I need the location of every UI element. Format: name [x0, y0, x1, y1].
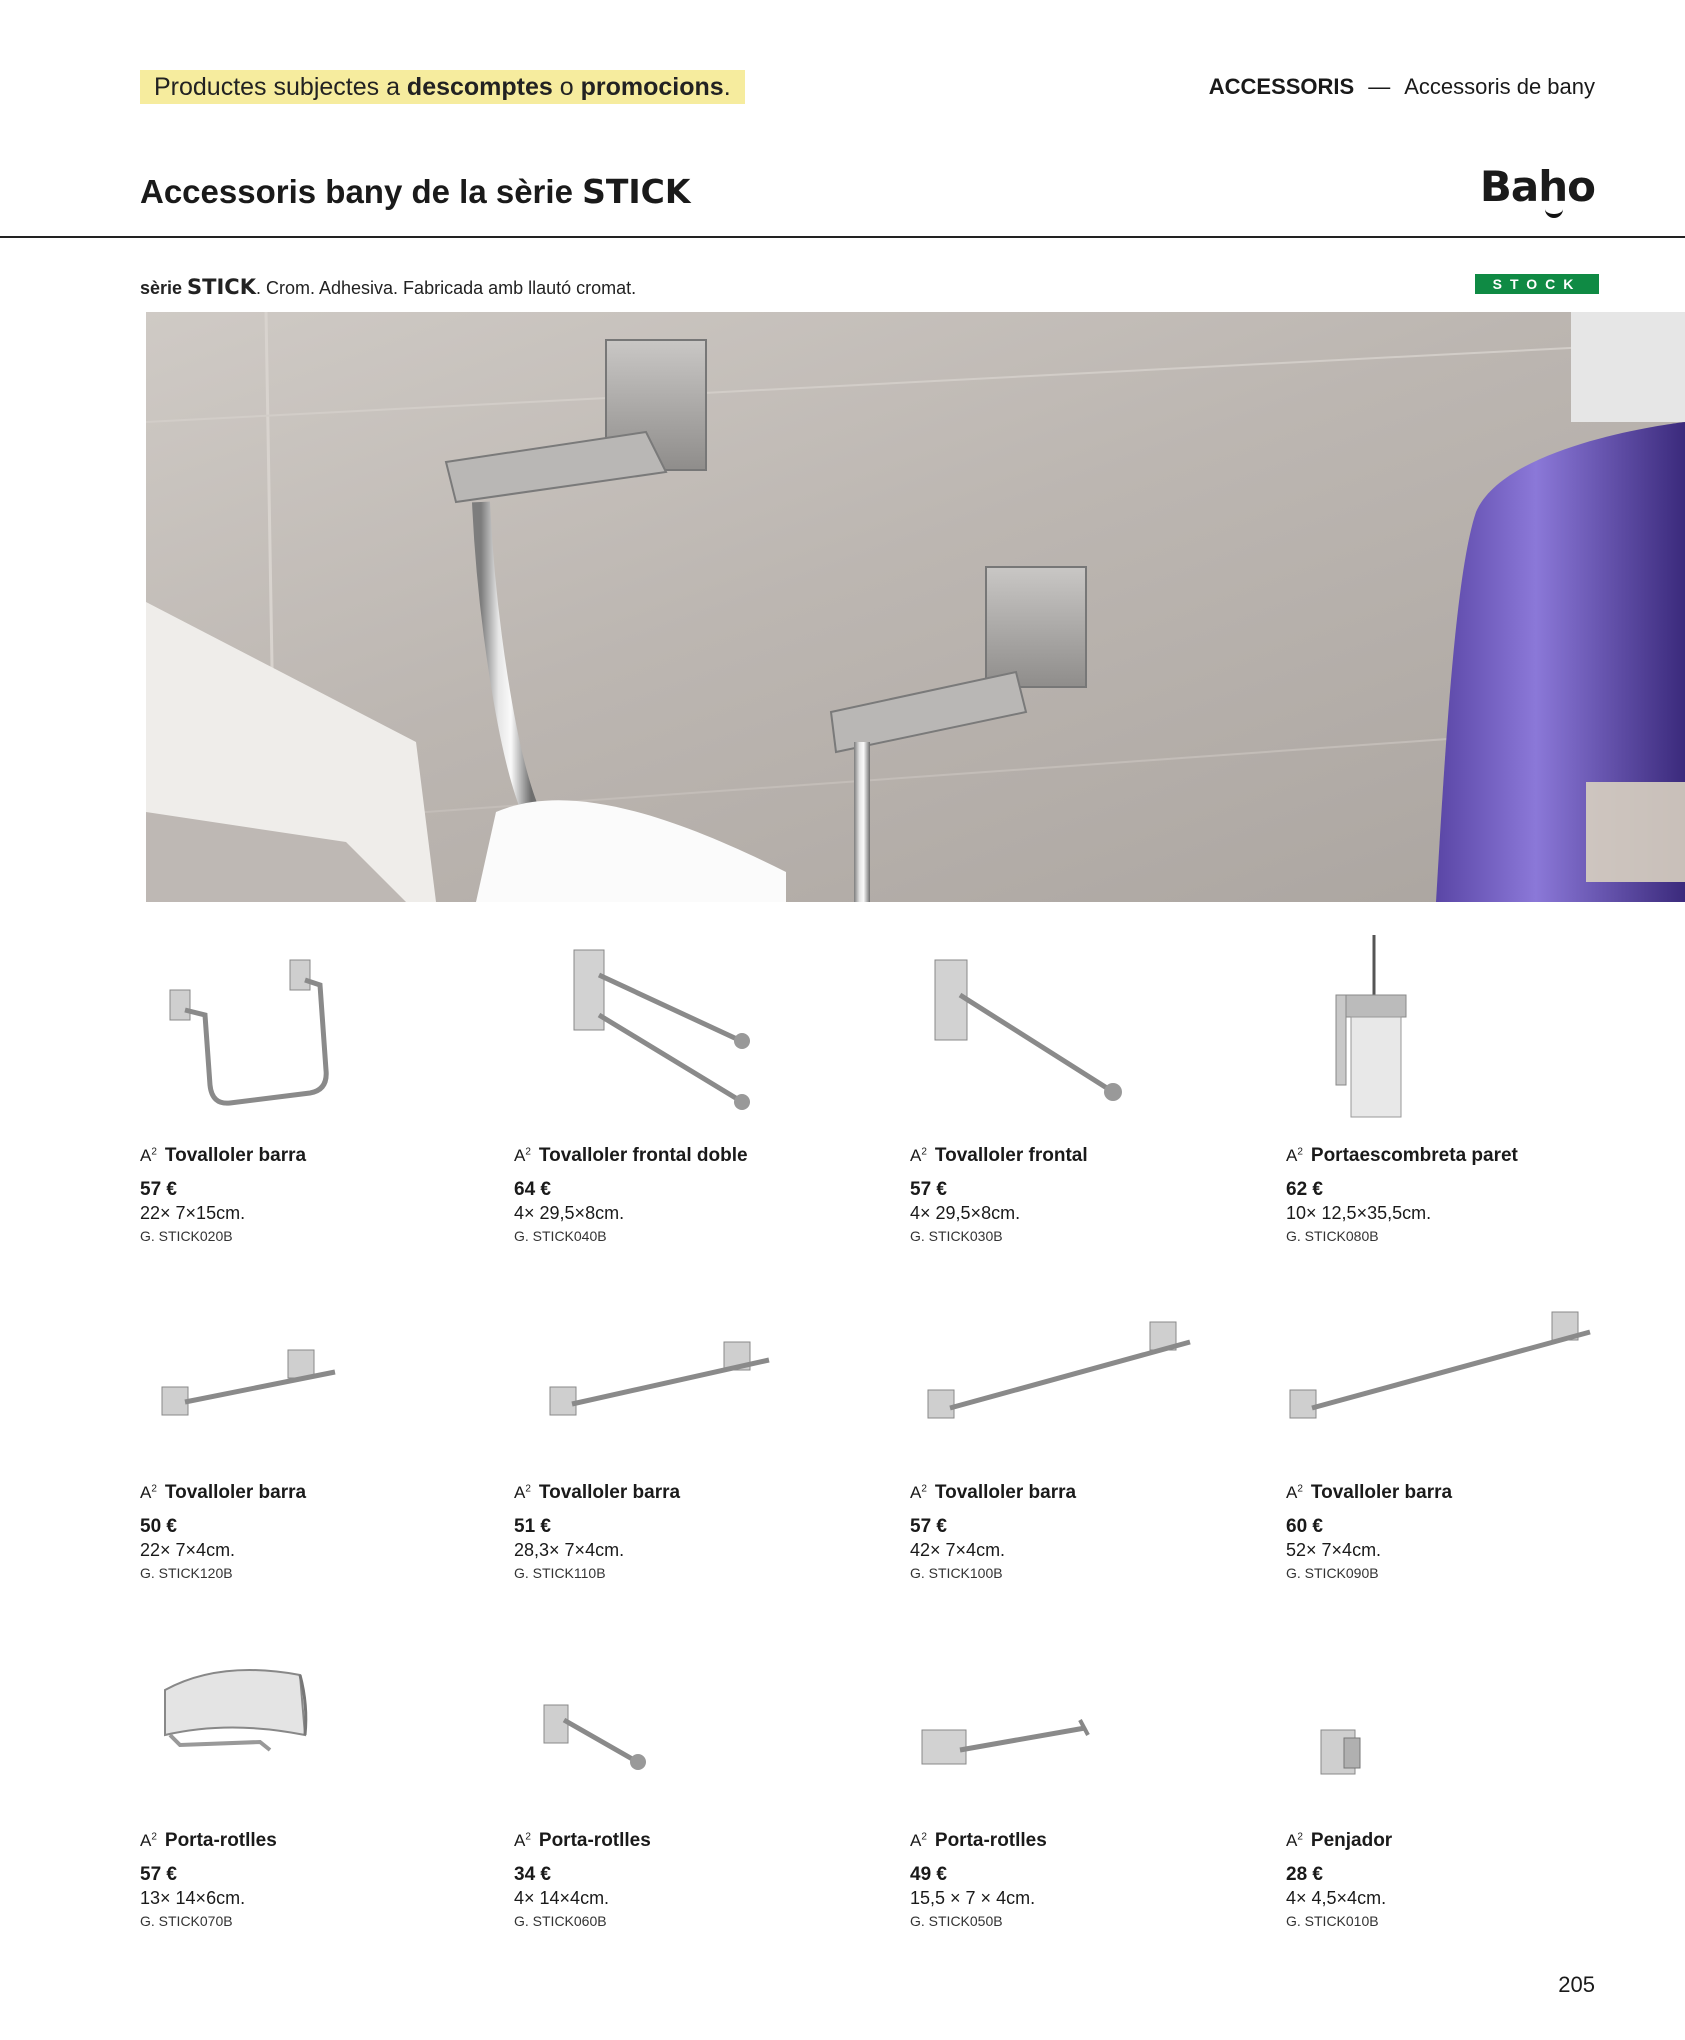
- paper-holder-arm-icon: [514, 1620, 874, 1830]
- breadcrumb-separator: —: [1368, 74, 1391, 99]
- stock-badge: STOCK: [1475, 274, 1599, 294]
- product-code: G. STICK040B: [514, 1228, 607, 1244]
- product-code: G. STICK110B: [514, 1565, 606, 1581]
- towel-ring-icon: [140, 935, 500, 1145]
- series-name: STICK: [187, 275, 256, 299]
- product-price: 49 €: [910, 1864, 947, 1885]
- breadcrumb-subsection: Accessoris de bany: [1404, 74, 1595, 99]
- product-dimensions: 4× 4,5×4cm.: [1286, 1888, 1387, 1908]
- product-name: Porta-rotlles: [164, 1830, 277, 1851]
- breadcrumb: [1209, 72, 1595, 102]
- product-code: G. STICK120B: [140, 1565, 233, 1581]
- product-code: G. STICK050B: [910, 1913, 1003, 1929]
- page-title-series: STICK: [582, 172, 691, 211]
- brand-logo-smile: [1545, 206, 1563, 218]
- product-price: 28 €: [1286, 1864, 1323, 1885]
- product-card[interactable]: [514, 1272, 874, 1581]
- product-card[interactable]: [140, 1620, 500, 1929]
- product-price: 64 €: [514, 1179, 551, 1200]
- towel-bar-icon: [910, 1272, 1270, 1482]
- product-code: G. STICK010B: [1286, 1913, 1379, 1929]
- towel-arm-icon: [910, 935, 1270, 1145]
- covered-paper-holder-icon: [140, 1620, 500, 1830]
- product-dimensions: 10× 12,5×35,5cm.: [1286, 1203, 1432, 1223]
- product-code: G. STICK060B: [514, 1913, 607, 1929]
- promo-text: Productes subjectes a: [154, 73, 407, 101]
- product-price: 34 €: [514, 1864, 551, 1885]
- product-code: G. STICK100B: [910, 1565, 1003, 1581]
- page-number: 205: [1558, 1972, 1595, 1997]
- product-code: G. STICK020B: [140, 1228, 233, 1244]
- product-card[interactable]: [1286, 1272, 1646, 1581]
- product-name: Penjador: [1310, 1830, 1393, 1851]
- product-price: 57 €: [140, 1179, 177, 1200]
- product-name: Tovalloler barra: [1310, 1482, 1453, 1503]
- product-price: 57 €: [910, 1516, 947, 1537]
- hero-illustration: [146, 312, 1685, 902]
- rating-label: $A^2$: [910, 1146, 927, 1165]
- rating-label: $A^2$: [514, 1146, 531, 1165]
- rating-label: $A^2$: [1286, 1831, 1303, 1850]
- towel-bar-icon: [514, 1272, 874, 1482]
- product-name: Porta-rotlles: [934, 1830, 1047, 1851]
- product-card[interactable]: [910, 1620, 1270, 1929]
- product-name: Tovalloler frontal doble: [538, 1145, 748, 1166]
- series-description: [140, 275, 636, 299]
- rating-label: $A^2$: [514, 1831, 531, 1850]
- series-text: . Crom. Adhesiva. Fabricada amb llautó cromat.: [256, 278, 637, 298]
- product-card[interactable]: [140, 1272, 500, 1581]
- page-title: [140, 172, 690, 211]
- product-dimensions: 15,5 × 7 × 4cm.: [910, 1888, 1036, 1908]
- product-code: G. STICK090B: [1286, 1565, 1379, 1581]
- header-divider: [0, 236, 1685, 238]
- product-name: Tovalloler barra: [538, 1482, 681, 1503]
- product-name: Tovalloler barra: [934, 1482, 1077, 1503]
- rating-label: $A^2$: [1286, 1483, 1303, 1502]
- product-code: G. STICK080B: [1286, 1228, 1379, 1244]
- rating-label: $A^2$: [140, 1146, 157, 1165]
- brand-logo: Baho: [1479, 162, 1595, 211]
- product-code: G. STICK070B: [140, 1913, 233, 1929]
- product-dimensions: 42× 7×4cm.: [910, 1540, 1006, 1560]
- breadcrumb-section: ACCESSORIS: [1208, 74, 1355, 99]
- rating-label: $A^2$: [910, 1831, 927, 1850]
- product-name: Porta-rotlles: [538, 1830, 651, 1851]
- promo-text: o: [552, 73, 581, 101]
- product-dimensions: 28,3× 7×4cm.: [514, 1540, 625, 1560]
- page-title-text: Accessoris bany de la sèrie: [140, 173, 583, 210]
- promo-promotions: promocions: [580, 73, 724, 101]
- product-card[interactable]: [1286, 1620, 1646, 1929]
- product-price: 50 €: [140, 1516, 177, 1537]
- product-dimensions: 4× 14×4cm.: [514, 1888, 610, 1908]
- product-dimensions: 52× 7×4cm.: [1286, 1540, 1382, 1560]
- rating-label: $A^2$: [910, 1483, 927, 1502]
- rating-label: $A^2$: [140, 1831, 157, 1850]
- product-name: Tovalloler frontal: [934, 1145, 1088, 1166]
- rating-label: $A^2$: [514, 1483, 531, 1502]
- product-card[interactable]: [140, 935, 500, 1244]
- product-dimensions: 13× 14×6cm.: [140, 1888, 246, 1908]
- toilet-brush-icon: [1286, 935, 1646, 1145]
- product-price: 57 €: [140, 1864, 177, 1885]
- product-card[interactable]: [910, 935, 1270, 1244]
- product-name: Tovalloler barra: [164, 1482, 307, 1503]
- rating-label: $A^2$: [140, 1483, 157, 1502]
- product-code: G. STICK030B: [910, 1228, 1003, 1244]
- product-dimensions: 4× 29,5×8cm.: [910, 1203, 1021, 1223]
- double-towel-arm-icon: [514, 935, 874, 1145]
- robe-hook-icon: [1286, 1620, 1646, 1830]
- series-label: sèrie: [140, 278, 188, 298]
- promo-text: .: [723, 73, 731, 101]
- promo-discounts: descomptes: [406, 73, 553, 101]
- product-card[interactable]: [1286, 935, 1646, 1244]
- rating-label: $A^2$: [1286, 1146, 1303, 1165]
- product-price: 62 €: [1286, 1179, 1323, 1200]
- product-name: Tovalloler barra: [164, 1145, 307, 1166]
- product-dimensions: 4× 29,5×8cm.: [514, 1203, 625, 1223]
- towel-bar-icon: [140, 1272, 500, 1482]
- product-card[interactable]: [514, 935, 874, 1244]
- product-dimensions: 22× 7×15cm.: [140, 1203, 246, 1223]
- hero-photo: [146, 312, 1685, 902]
- product-card[interactable]: [514, 1620, 874, 1929]
- product-price: 60 €: [1286, 1516, 1323, 1537]
- paper-holder-bar-icon: [910, 1620, 1270, 1830]
- towel-bar-icon: [1286, 1272, 1646, 1482]
- product-price: 57 €: [910, 1179, 947, 1200]
- promo-banner: [140, 70, 745, 104]
- product-dimensions: 22× 7×4cm.: [140, 1540, 236, 1560]
- product-card[interactable]: [910, 1272, 1270, 1581]
- product-name: Portaescombreta paret: [1310, 1145, 1518, 1166]
- product-price: 51 €: [514, 1516, 551, 1537]
